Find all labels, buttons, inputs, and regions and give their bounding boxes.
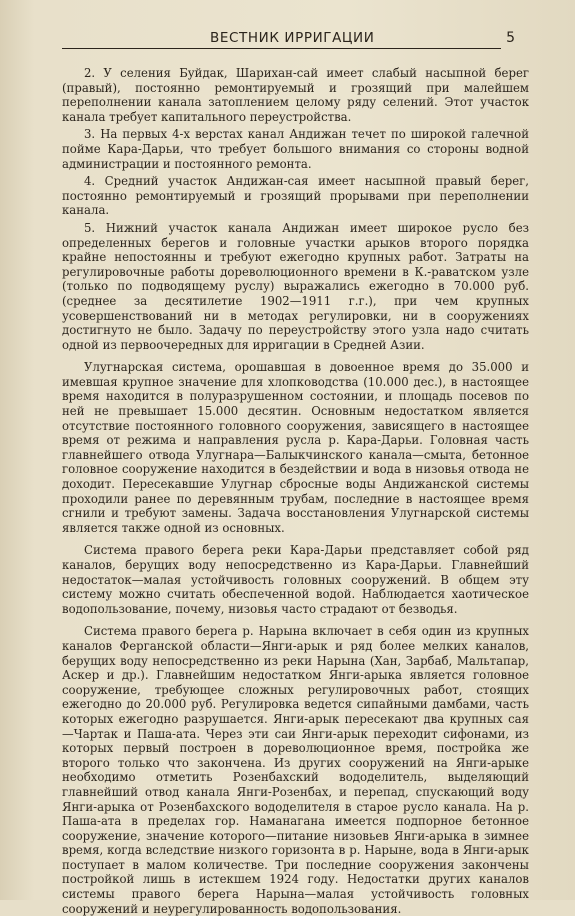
journal-title: ВЕСТНИК ИРРИГАЦИИ	[210, 30, 375, 46]
page-number: 5	[506, 30, 515, 46]
paragraph-item-3: 3. На первых 4-х верстах канал Андижан течет по широкой галечной пойме Кара-Дарьи, что требует большого внимания со стороны водной администрации и постоянного ремонта.	[62, 127, 529, 171]
paragraph-item-4: 4. Средний участок Андижан-сая имеет насыпной правый берег, постоянно ремонтируемый и грозящий прорывами при переполнении канала.	[62, 174, 529, 218]
paragraph-ulugnar-system: Улугнарская система, орошавшая в довоенное время до 35.000 и имевшая крупное значение для хлопководства (10.000 дес.), в настоящее время находится в полуразрушенном состоянии, и площадь посевов по ней не превышает 15.000 десятин. Основным недостатком является отсутствие постоянного головного сооружения, зависящего в настоящее время от режима и направления русла р. Кара-Дарьи. Головная часть главнейшего отвода Улугнара—Балыкчинского канала—смыта, бетонное головное сооружение находится в бездействии и вода в низовья отвода не доходит. Пересекавшие Улугнар сбросные воды Андижанской системы проходили ранее по деревянным трубам, последние в настоящее время сгнили и требуют замены. Задача восстановления Улугнарской системы является также одной из основных.	[62, 360, 529, 535]
header-rule	[62, 48, 501, 49]
running-header	[62, 22, 529, 52]
paragraph-kara-darya-right-bank: Система правого берега реки Кара-Дарьи представляет собой ряд каналов, берущих воду непосредственно из Кара-Дарьи. Главнейший недостаток—малая устойчивость головных сооружений. В общем эту систему можно считать обеспеченной водой. Наблюдается хаотическое водопользование, почему, низовья часто страдают от безводья.	[62, 543, 529, 616]
paragraph-item-2: 2. У селения Буйдак, Шарихан-сай имеет слабый насыпной берег (правый), постоянно ремонтируемый и грозящий при малейшем переполнении канала затоплением целому ряду селений. Этот участок канала требует капитального переустройства.	[62, 66, 529, 124]
paragraph-naryn-right-bank: Система правого берега р. Нарына включает в себя один из крупных каналов Ферганской области—Янги-арык и ряд более мелких каналов, берущих воду непосредственно из реки Нарына (Хан, Зарбаб, Мальтапар, Аскер и др.). Главнейшим недостатком Янги-арыка является головное сооружение, требующее сложных регулировочных работ, стоящих ежегодно до 20.000 руб. Регулировка ведется сипайными дамбами, часть которых ежегодно разрушается. Янги-арык пересекают два крупных сая—Чартак и Паша-ата. Через эти саи Янги-арык переходит сифонами, из которых первый построен в дореволюционное время, постройка же второго только что закончена. Из других сооружений на Янги-арыке необходимо отметить Розенбахский вододелитель, выделяющий главнейший отвод канала Янги-Розенбах, и перепад, спускающий воду Янги-арыка от Розенбахского вододелителя в старое русло канала. На р. Паша-ата в пределах гор. Наманагана имеется подпорное бетонное сооружение, значение которого—питание низовьев Янги-арыка в зимнее время, когда вследствие низкого горизонта в р. Нарыне, вода в Янги-арык поступает в малом количестве. Три последние сооружения закончены постройкой лишь в истекшем 1924 году. Недостатки других каналов системы правого берега Нарына—малая устойчивость головных сооружений и неурегулированность водопользования.	[62, 624, 529, 916]
paragraph-item-5: 5. Нижний участок канала Андижан имеет широкое русло без определенных берегов и головные участки арыков второго порядка крайне непостоянны и требуют ежегодно крупных работ. Затраты на регулировочные работы дореволюционного времени в К.-раватском узле (только по подводящему руслу) выражались ежегодно в 70.000 руб. (среднее за десятилетие 1902—1911 г.г.), при чем крупных усовершенствований ни в методах регулировки, ни в сооружениях достигнуто не было. Задачу по переустройству этого узла надо считать одной из первоочередных для ирригации в Средней Азии.	[62, 220, 529, 352]
article-body	[62, 66, 529, 916]
